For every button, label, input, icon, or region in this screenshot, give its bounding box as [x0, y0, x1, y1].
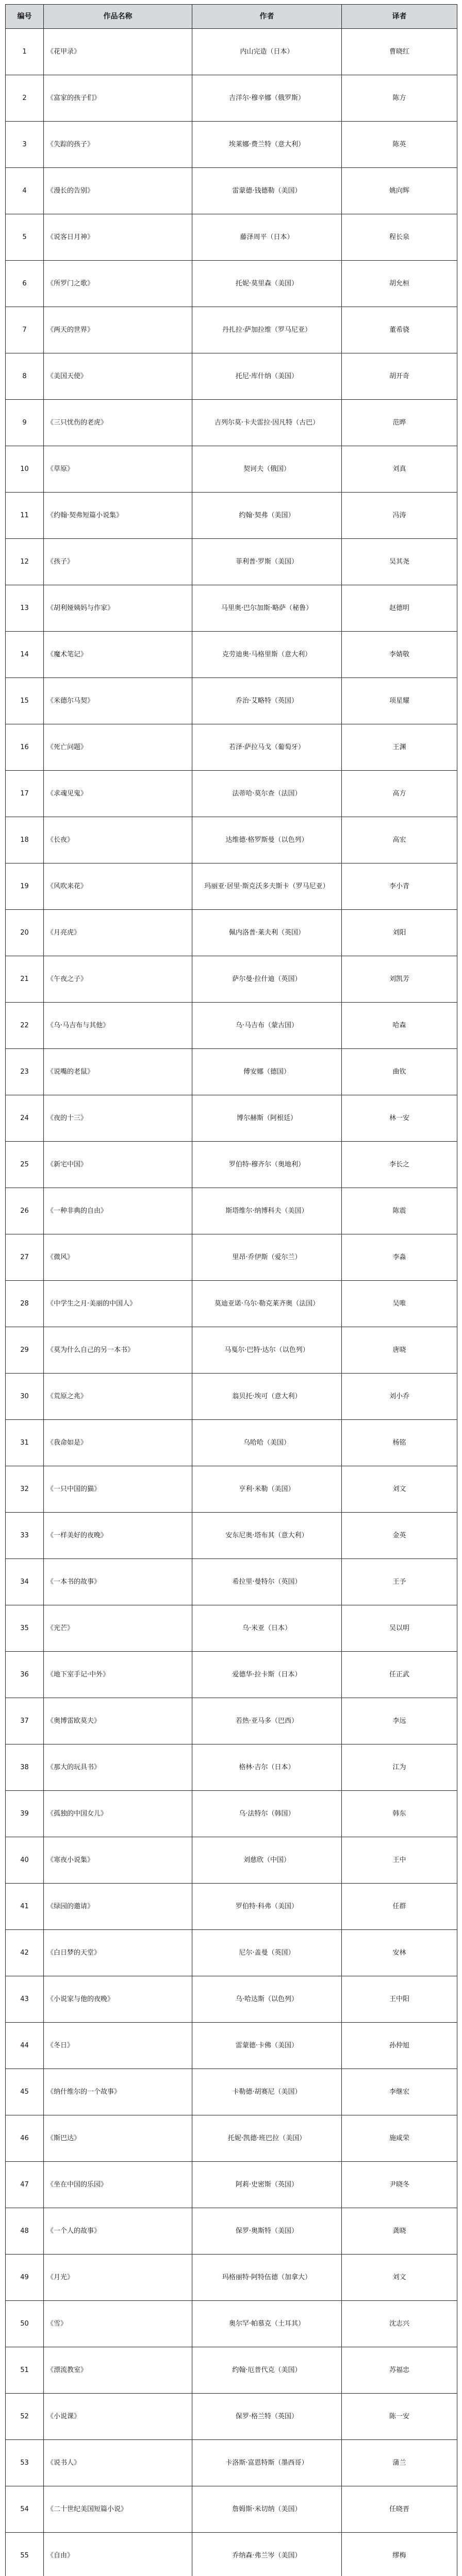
table-row	[6, 29, 457, 75]
table-row	[6, 632, 457, 678]
table-row	[6, 1420, 457, 1466]
row-title: 《三只忧伤的老虎》	[44, 400, 192, 446]
table-row	[6, 2069, 457, 2115]
row-translator: 陈英	[342, 122, 457, 168]
row-number: 40	[6, 1837, 44, 1884]
table-row	[6, 1003, 457, 1049]
row-number: 29	[6, 1327, 44, 1374]
table-row	[6, 1652, 457, 1698]
row-title: 《所罗门之歌》	[44, 261, 192, 307]
row-translator: 范晔	[342, 400, 457, 446]
row-author: 刘慈欣（中国）	[192, 1837, 342, 1884]
row-translator: 姚向辉	[342, 168, 457, 214]
table-row	[6, 1791, 457, 1837]
row-translator: 杨铭	[342, 1420, 457, 1466]
table-row	[6, 585, 457, 632]
row-number: 10	[6, 446, 44, 493]
table-row	[6, 724, 457, 771]
row-author: 格林·吉尔（日本）	[192, 1744, 342, 1791]
row-translator: 李长之	[342, 1142, 457, 1188]
row-number: 30	[6, 1374, 44, 1420]
row-number: 9	[6, 400, 44, 446]
row-translator: 李小青	[342, 863, 457, 910]
row-title: 《月亮虎》	[44, 910, 192, 956]
row-number: 49	[6, 2255, 44, 2301]
row-title: 《美国天使》	[44, 353, 192, 400]
row-title: 《长夜》	[44, 817, 192, 863]
row-translator: 陈震	[342, 1188, 457, 1234]
row-author: 托妮·凯德·班巴拉（美国）	[192, 2115, 342, 2162]
row-author: 若热·亚马多（巴西）	[192, 1698, 342, 1744]
row-author: 法蒂哈·莫尔查（法国）	[192, 771, 342, 817]
table-row	[6, 2208, 457, 2255]
table-row	[6, 2255, 457, 2301]
row-author: 契诃夫（俄国）	[192, 446, 342, 493]
row-translator: 吴以明	[342, 1605, 457, 1652]
row-author: 安东尼奥·塔布其（意大利）	[192, 1513, 342, 1559]
table-row	[6, 1837, 457, 1884]
row-number: 32	[6, 1466, 44, 1513]
book-list-table	[5, 4, 457, 2576]
header-title: 作品名称	[44, 5, 192, 29]
row-translator: 李淼	[342, 1234, 457, 1281]
row-author: 卡勒德·胡赛尼（美国）	[192, 2069, 342, 2115]
row-number: 53	[6, 2440, 44, 2486]
row-title: 《莫为什么自己的另一本书》	[44, 1327, 192, 1374]
row-title: 《风吹来花》	[44, 863, 192, 910]
row-number: 43	[6, 1976, 44, 2023]
table-row	[6, 353, 457, 400]
table-row	[6, 678, 457, 724]
row-author: 乌·米亚（日本）	[192, 1605, 342, 1652]
row-translator: 刘文	[342, 2255, 457, 2301]
table-row	[6, 2347, 457, 2394]
row-title: 《死亡问题》	[44, 724, 192, 771]
row-title: 《孤独的中国女儿》	[44, 1791, 192, 1837]
row-author: 雷蒙德·卡佛（美国）	[192, 2023, 342, 2069]
table-row	[6, 2440, 457, 2486]
row-title: 《约翰·契弗短篇小说集》	[44, 493, 192, 539]
row-title: 《荒原之兆》	[44, 1374, 192, 1420]
table-row	[6, 261, 457, 307]
table-row	[6, 493, 457, 539]
row-title: 《新宅中国》	[44, 1142, 192, 1188]
row-translator: 刘小乔	[342, 1374, 457, 1420]
row-author: 乌·法特尔（韩国）	[192, 1791, 342, 1837]
row-number: 15	[6, 678, 44, 724]
row-title: 《一种非典的自由》	[44, 1188, 192, 1234]
row-translator: 吴其尧	[342, 539, 457, 585]
row-translator: 刘真	[342, 446, 457, 493]
row-author: 托尼·库什纳（美国）	[192, 353, 342, 400]
row-translator: 赵德明	[342, 585, 457, 632]
row-title: 《夜的十三》	[44, 1095, 192, 1142]
row-author: 雷蒙德·钱德勒（美国）	[192, 168, 342, 214]
row-number: 20	[6, 910, 44, 956]
row-author: 卡洛斯·富恩特斯（墨西哥）	[192, 2440, 342, 2486]
row-author: 乔治·艾略特（英国）	[192, 678, 342, 724]
table-row	[6, 446, 457, 493]
table-row	[6, 1513, 457, 1559]
row-translator: 王予	[342, 1559, 457, 1605]
table-row	[6, 910, 457, 956]
row-title: 《一样美好的夜晚》	[44, 1513, 192, 1559]
row-author: 达维德·格罗斯曼（以色列）	[192, 817, 342, 863]
table-row	[6, 1234, 457, 1281]
row-translator: 龚晓	[342, 2208, 457, 2255]
row-author: 乔纳森·弗兰岑（美国）	[192, 2533, 342, 2576]
table-row	[6, 1559, 457, 1605]
row-title: 《漂流教室》	[44, 2347, 192, 2394]
table-row	[6, 1095, 457, 1142]
row-title: 《小说家与他的夜晚》	[44, 1976, 192, 2023]
table-row	[6, 771, 457, 817]
row-title: 《二十世纪美国短篇小说》	[44, 2486, 192, 2533]
row-translator: 李继宏	[342, 2069, 457, 2115]
row-author: 托妮·莫里森（美国）	[192, 261, 342, 307]
table-row	[6, 956, 457, 1003]
row-translator: 李婧敬	[342, 632, 457, 678]
row-number: 13	[6, 585, 44, 632]
row-author: 克劳迪奥·马格里斯（意大利）	[192, 632, 342, 678]
row-number: 5	[6, 214, 44, 261]
table-row	[6, 2486, 457, 2533]
row-title: 《我命如是》	[44, 1420, 192, 1466]
row-translator: 尹晓冬	[342, 2162, 457, 2208]
row-translator: 高方	[342, 771, 457, 817]
row-number: 28	[6, 1281, 44, 1327]
document-page	[5, 4, 457, 2576]
row-translator: 刘文	[342, 1466, 457, 1513]
row-translator: 任正武	[342, 1652, 457, 1698]
row-author: 菲利普·罗斯（美国）	[192, 539, 342, 585]
row-number: 4	[6, 168, 44, 214]
row-author: 玛格丽特·阿特伍德（加拿大）	[192, 2255, 342, 2301]
row-translator: 任晓晋	[342, 2486, 457, 2533]
row-title: 《雪》	[44, 2301, 192, 2347]
row-title: 《斯巴达》	[44, 2115, 192, 2162]
row-number: 46	[6, 2115, 44, 2162]
row-translator: 孙仲旭	[342, 2023, 457, 2069]
row-number: 1	[6, 29, 44, 75]
row-author: 乌哈哈（美国）	[192, 1420, 342, 1466]
row-title: 《漫长的告别》	[44, 168, 192, 214]
row-translator: 胡允桓	[342, 261, 457, 307]
row-translator: 冯涛	[342, 493, 457, 539]
table-row	[6, 1374, 457, 1420]
row-translator: 胡开奇	[342, 353, 457, 400]
table-row	[6, 1188, 457, 1234]
table-row	[6, 214, 457, 261]
row-author: 博尔赫斯（阿根廷）	[192, 1095, 342, 1142]
row-author: 傅安娜（德国）	[192, 1049, 342, 1095]
row-author: 保罗·格兰特（英国）	[192, 2394, 342, 2440]
row-title: 《白日梦的天堂》	[44, 1930, 192, 1976]
row-number: 44	[6, 2023, 44, 2069]
row-number: 39	[6, 1791, 44, 1837]
row-author: 乌·哈达斯（以色列）	[192, 1976, 342, 2023]
table-row	[6, 1930, 457, 1976]
row-translator: 程长泉	[342, 214, 457, 261]
row-number: 21	[6, 956, 44, 1003]
row-number: 48	[6, 2208, 44, 2255]
row-title: 《一本书的故事》	[44, 1559, 192, 1605]
row-translator: 吴唯	[342, 1281, 457, 1327]
row-author: 里昂·乔伊斯（爱尔兰）	[192, 1234, 342, 1281]
row-author: 马里奥·巴尔加斯·略萨（秘鲁）	[192, 585, 342, 632]
row-number: 26	[6, 1188, 44, 1234]
table-row	[6, 863, 457, 910]
row-number: 17	[6, 771, 44, 817]
row-title: 《说嘴的老鼠》	[44, 1049, 192, 1095]
row-number: 3	[6, 122, 44, 168]
row-author: 内山完造（日本）	[192, 29, 342, 75]
row-translator: 任群	[342, 1884, 457, 1930]
row-title: 《乌·马吉布与其他》	[44, 1003, 192, 1049]
row-number: 45	[6, 2069, 44, 2115]
table-row	[6, 1605, 457, 1652]
table-row	[6, 1466, 457, 1513]
row-author: 埃莱娜·费兰特（意大利）	[192, 122, 342, 168]
row-number: 19	[6, 863, 44, 910]
row-author: 奥尔罕·帕慕克（土耳其）	[192, 2301, 342, 2347]
table-row	[6, 817, 457, 863]
row-author: 翁贝托·埃可（意大利）	[192, 1374, 342, 1420]
row-title: 《那大的玩具书》	[44, 1744, 192, 1791]
row-number: 11	[6, 493, 44, 539]
row-author: 若泽·萨拉马戈（葡萄牙）	[192, 724, 342, 771]
table-row	[6, 75, 457, 122]
row-title: 《中学生之月·美丽的中国人》	[44, 1281, 192, 1327]
row-translator: 哈森	[342, 1003, 457, 1049]
table-row	[6, 1281, 457, 1327]
row-author: 丹扎拉·萨加拉维（罗马尼亚）	[192, 307, 342, 353]
row-number: 25	[6, 1142, 44, 1188]
row-number: 27	[6, 1234, 44, 1281]
row-author: 罗伯特·科弗（美国）	[192, 1884, 342, 1930]
table-row	[6, 2162, 457, 2208]
row-number: 14	[6, 632, 44, 678]
row-translator: 王中	[342, 1837, 457, 1884]
table-row	[6, 400, 457, 446]
row-number: 2	[6, 75, 44, 122]
table-row	[6, 2023, 457, 2069]
row-number: 7	[6, 307, 44, 353]
row-number: 8	[6, 353, 44, 400]
row-title: 《小说课》	[44, 2394, 192, 2440]
table-row	[6, 2394, 457, 2440]
row-translator: 林一安	[342, 1095, 457, 1142]
row-title: 《自由》	[44, 2533, 192, 2576]
row-number: 51	[6, 2347, 44, 2394]
row-translator: 项星耀	[342, 678, 457, 724]
row-translator: 苏福忠	[342, 2347, 457, 2394]
row-translator: 沈志兴	[342, 2301, 457, 2347]
row-translator: 王渊	[342, 724, 457, 771]
row-translator: 高宏	[342, 817, 457, 863]
row-translator: 刘阳	[342, 910, 457, 956]
row-title: 《两天的世界》	[44, 307, 192, 353]
row-title: 《草原》	[44, 446, 192, 493]
row-translator: 王中阳	[342, 1976, 457, 2023]
row-translator: 唐晓	[342, 1327, 457, 1374]
row-author: 佩内洛普·莱夫利（英国）	[192, 910, 342, 956]
row-number: 52	[6, 2394, 44, 2440]
row-title: 《纳什维尔的一个故事》	[44, 2069, 192, 2115]
table-body	[6, 29, 457, 2576]
table-row	[6, 1327, 457, 1374]
row-title: 《一个人的故事》	[44, 2208, 192, 2255]
row-title: 《微风》	[44, 1234, 192, 1281]
row-number: 34	[6, 1559, 44, 1605]
row-number: 41	[6, 1884, 44, 1930]
row-number: 38	[6, 1744, 44, 1791]
row-author: 藤泽周平（日本）	[192, 214, 342, 261]
row-translator: 韩东	[342, 1791, 457, 1837]
row-author: 罗伯特·穆齐尔（奥地利）	[192, 1142, 342, 1188]
row-author: 玛丽亚·居里·斯克沃多夫斯卡（罗马尼亚）	[192, 863, 342, 910]
row-title: 《地下室手记·中外》	[44, 1652, 192, 1698]
row-translator: 金英	[342, 1513, 457, 1559]
row-title: 《午夜之子》	[44, 956, 192, 1003]
row-title: 《月光》	[44, 2255, 192, 2301]
row-number: 6	[6, 261, 44, 307]
table-row	[6, 2533, 457, 2576]
table-row	[6, 1884, 457, 1930]
row-author: 马戛尔·巴特·达尔（以色列）	[192, 1327, 342, 1374]
row-translator: 曹晓红	[342, 29, 457, 75]
row-title: 《一只中国的猫》	[44, 1466, 192, 1513]
row-translator: 刘凯芳	[342, 956, 457, 1003]
row-title: 《说客日月神》	[44, 214, 192, 261]
row-translator: 蒲兰	[342, 2440, 457, 2486]
row-title: 《富家的孩子们》	[44, 75, 192, 122]
row-translator: 李远	[342, 1698, 457, 1744]
row-number: 31	[6, 1420, 44, 1466]
row-number: 24	[6, 1095, 44, 1142]
row-number: 42	[6, 1930, 44, 1976]
row-number: 33	[6, 1513, 44, 1559]
row-author: 保罗·奥斯特（美国）	[192, 2208, 342, 2255]
table-row	[6, 307, 457, 353]
row-author: 吉洋尔·穆辛娜（俄罗斯）	[192, 75, 342, 122]
row-number: 23	[6, 1049, 44, 1095]
row-author: 莫迪亚诺·乌尔·勒克莱齐奥（法国）	[192, 1281, 342, 1327]
row-number: 37	[6, 1698, 44, 1744]
table-header-row	[6, 5, 457, 29]
row-number: 55	[6, 2533, 44, 2576]
row-title: 《光芒》	[44, 1605, 192, 1652]
row-number: 12	[6, 539, 44, 585]
row-author: 约翰·厄普代克（美国）	[192, 2347, 342, 2394]
row-title: 《坐在中国的乐园》	[44, 2162, 192, 2208]
row-title: 《说书人》	[44, 2440, 192, 2486]
row-translator: 缪梅	[342, 2533, 457, 2576]
table-row	[6, 168, 457, 214]
row-author: 希拉里·曼特尔（英国）	[192, 1559, 342, 1605]
row-translator: 陈方	[342, 75, 457, 122]
table-row	[6, 2301, 457, 2347]
row-author: 尼尔·盖曼（英国）	[192, 1930, 342, 1976]
row-title: 《求魂见鬼》	[44, 771, 192, 817]
row-translator: 施咸荣	[342, 2115, 457, 2162]
row-translator: 董希骁	[342, 307, 457, 353]
table-row	[6, 539, 457, 585]
row-author: 詹姆斯·米切纳（美国）	[192, 2486, 342, 2533]
row-number: 18	[6, 817, 44, 863]
row-number: 54	[6, 2486, 44, 2533]
table-row	[6, 1976, 457, 2023]
row-author: 乌·马吉布（蒙古国）	[192, 1003, 342, 1049]
row-title: 《失踪的孩子》	[44, 122, 192, 168]
table-row	[6, 1744, 457, 1791]
row-title: 《绿园的邀请》	[44, 1884, 192, 1930]
row-number: 47	[6, 2162, 44, 2208]
row-title: 《胡利娅姨妈与作家》	[44, 585, 192, 632]
table-row	[6, 122, 457, 168]
row-number: 22	[6, 1003, 44, 1049]
row-author: 亨利·米勒（美国）	[192, 1466, 342, 1513]
row-translator: 曲钦	[342, 1049, 457, 1095]
row-translator: 陈一安	[342, 2394, 457, 2440]
row-title: 《孩子》	[44, 539, 192, 585]
header-translator: 译者	[342, 5, 457, 29]
table-row	[6, 1142, 457, 1188]
row-number: 16	[6, 724, 44, 771]
row-title: 《奥博雷欧莫夫》	[44, 1698, 192, 1744]
row-translator: 安林	[342, 1930, 457, 1976]
row-title: 《花甲录》	[44, 29, 192, 75]
row-author: 爱德华·拉卡斯（日本）	[192, 1652, 342, 1698]
table-row	[6, 1698, 457, 1744]
row-number: 50	[6, 2301, 44, 2347]
row-author: 阿莉·史密斯（英国）	[192, 2162, 342, 2208]
row-number: 36	[6, 1652, 44, 1698]
row-translator: 江为	[342, 1744, 457, 1791]
row-author: 吉列尔莫·卡夫雷拉·因凡特（古巴）	[192, 400, 342, 446]
row-number: 35	[6, 1605, 44, 1652]
row-author: 萨尔曼·拉什迪（英国）	[192, 956, 342, 1003]
table-row	[6, 2115, 457, 2162]
row-title: 《魔术笔记》	[44, 632, 192, 678]
header-author: 作者	[192, 5, 342, 29]
row-author: 斯塔维尔·纳博科夫（美国）	[192, 1188, 342, 1234]
row-author: 约翰·契弗（美国）	[192, 493, 342, 539]
table-row	[6, 1049, 457, 1095]
row-title: 《寒夜小说集》	[44, 1837, 192, 1884]
header-number: 编号	[6, 5, 44, 29]
row-title: 《冬日》	[44, 2023, 192, 2069]
row-title: 《米德尔马契》	[44, 678, 192, 724]
